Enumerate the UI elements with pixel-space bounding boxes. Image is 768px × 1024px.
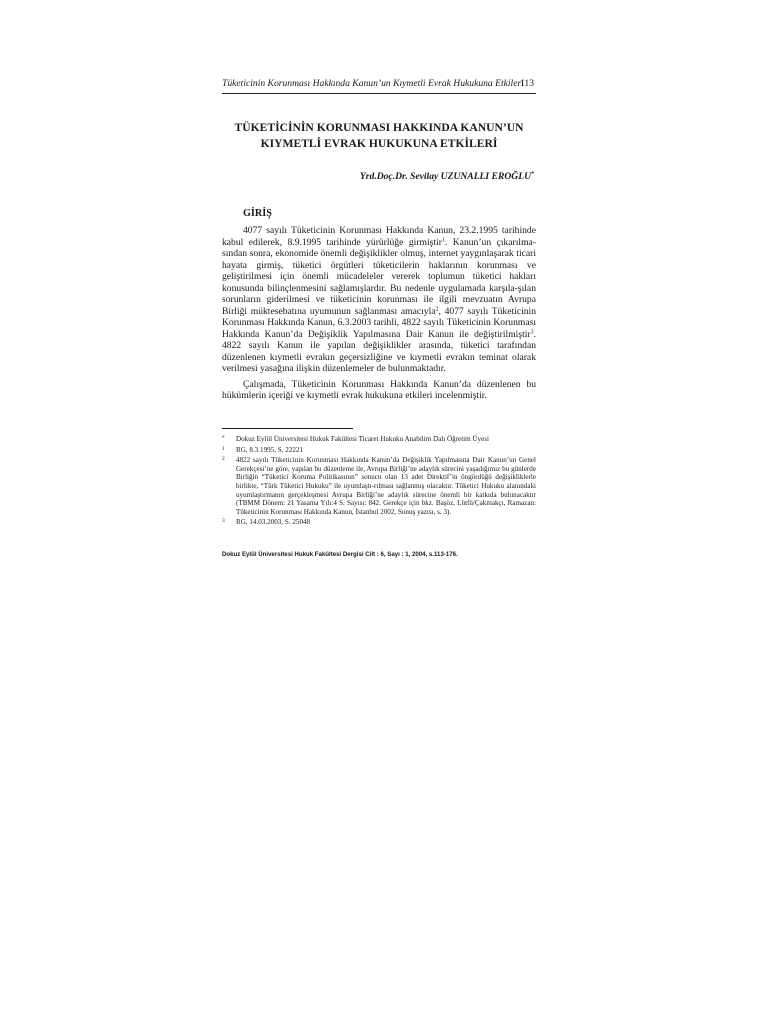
footnote-mark: 3: [222, 518, 225, 525]
paragraph-1-part-c: , 4077 sayılı Tüketicinin Korunması Hakkında Kanun, 6.3.2003 tarihli, 4822 sayılı Tüketicinin Korunması Hakkında Kanun’da Değişiklik Yapılmasına Dair Kanun ile değiştirilmiştir: [222, 305, 536, 340]
body-text: [222, 225, 536, 406]
footnote-3: [222, 518, 536, 527]
footnote-2: [222, 456, 536, 516]
paragraph-2: Çalışmada, Tüketicinin Korunması Hakkında Kanun’da düzenlenen bu hükümlerin içeriği ve kıymetli evrak hukukuna etkileri incelenmiştir.: [222, 378, 536, 401]
footnote-1: [222, 446, 536, 455]
footnote-text: RG, 14.03.2003, S. 25048: [236, 518, 311, 527]
paragraph-1: [222, 225, 536, 375]
footnote-text: Dokuz Eylül Üniversitesi Hukuk Fakültesi Ticaret Hukuku Anabilim Dalı Öğretim Üyesi: [236, 435, 489, 443]
footnote-mark: 1: [222, 445, 225, 452]
article-title: [222, 120, 536, 152]
footnotes: [222, 435, 536, 529]
paragraph-1-part-a: 4077 sayılı Tüketicinin Korunması Hakkında Kanun, 23.2.1995 tarihinde kabul edilerek, 8.9.1995 tarihinde yürürlüğe girmiştir: [222, 225, 536, 248]
footnote-separator: [222, 428, 353, 429]
author-byline: [222, 171, 534, 183]
running-head-line: [222, 78, 536, 90]
footnote-ref-1: 1: [441, 237, 445, 243]
footnote-text: 4822 sayılı Tüketicinin Korunması Hakkında Kanun’da Değişiklik Yapılmasına Dair Kanun’un Genel Gerekçesi’ne göre, yapılan bu düzenleme ile, Avrupa Birliği’ne adaylık sürecini yaşadığımız bu günlerde Birliğin “Tüketici Koruma Politikasının” sonucu olan 13 adet Direktif’in öngördüğü değişikliklerle birlikte, “Türk Tüketici Hukuku” ile uyumlaştı-rılması sağlanmış olacaktır. Tüketici Hukuku alanındaki uyumlaştırmanın gerçekleşmesi Avrupa Birliği’ne adaylık sürecine önemli bir katkıda bulunacaktır (TBMM Dönem: 21 Yasama Yılı:4 S. Sayısı: 842. Gerekçe için bkz. Başöz, Lütfü/Çakmakçı, Ramazan: Tüketicinin Korunması Hakkında Kanun, İstanbul 2002, Sunuş yazısı, s. 3).: [236, 456, 536, 516]
author-name: Yrd.Doç.Dr. Sevilay UZUNALLI EROĞLU: [359, 171, 531, 182]
footnote-mark: *: [222, 435, 225, 441]
page-number: 113: [519, 78, 534, 89]
running-head-title: Tüketicinin Korunması Hakkında Kanun’un Kıymetli Evrak Hukukuna Etkileri: [222, 78, 524, 89]
footnote-author: [222, 435, 536, 444]
footnote-mark: 2: [222, 456, 225, 463]
footnote-ref-2: 2: [435, 306, 439, 312]
section-heading: GİRİŞ: [243, 208, 272, 219]
author-note-mark: *: [531, 171, 534, 178]
running-head-rule: [222, 93, 536, 94]
article-title-line-2: KIYMETLİ EVRAK HUKUKUNA ETKİLERİ: [260, 137, 498, 150]
journal-citation-footer: Dokuz Eylül Üniversitesi Hukuk Fakültesi Dergisi Cilt : 6, Sayı : 1, 2004, s.113-176.: [222, 551, 458, 558]
article-title-line-1: TÜKETİCİNİN KORUNMASI HAKKINDA KANUN’UN: [234, 121, 524, 134]
footnote-ref-3: 3: [530, 329, 534, 335]
footnote-text: RG, 8.3.1995, S. 22221: [236, 445, 304, 454]
paragraph-1-part-d: . 4822 sayılı Kanun ile yapılan değişiklikler arasında, tüketici tarafından düzenlenen kıymetli evrakın geçersizliğine ve kıymetli evrakın teminat olarak verilmesi yasağına ilişkin düzenlemeler de bulunmaktadır.: [222, 328, 536, 374]
paragraph-1-part-b: . Kanun’un çıkarılma-sından sonra, ekonomide önemli değişiklikler olmuş, internet yaygınlaşarak ticari hayata girmiş, tüketici örgütleri tüketicilerin haklarının korunması ve geliştirilmesi için önemli mücadeleler vererek toplumun tüketici hakları konusunda bilinçlenmesini sağlamışlardır. Bu nedenle uygulamada karşıla-şılan sorunların giderilmesi ve tüketicinin korunması ile ilgili mevzuatın Avrupa Birliği müktesebatına uyumunun sağlanması amacıyla: [222, 236, 536, 317]
